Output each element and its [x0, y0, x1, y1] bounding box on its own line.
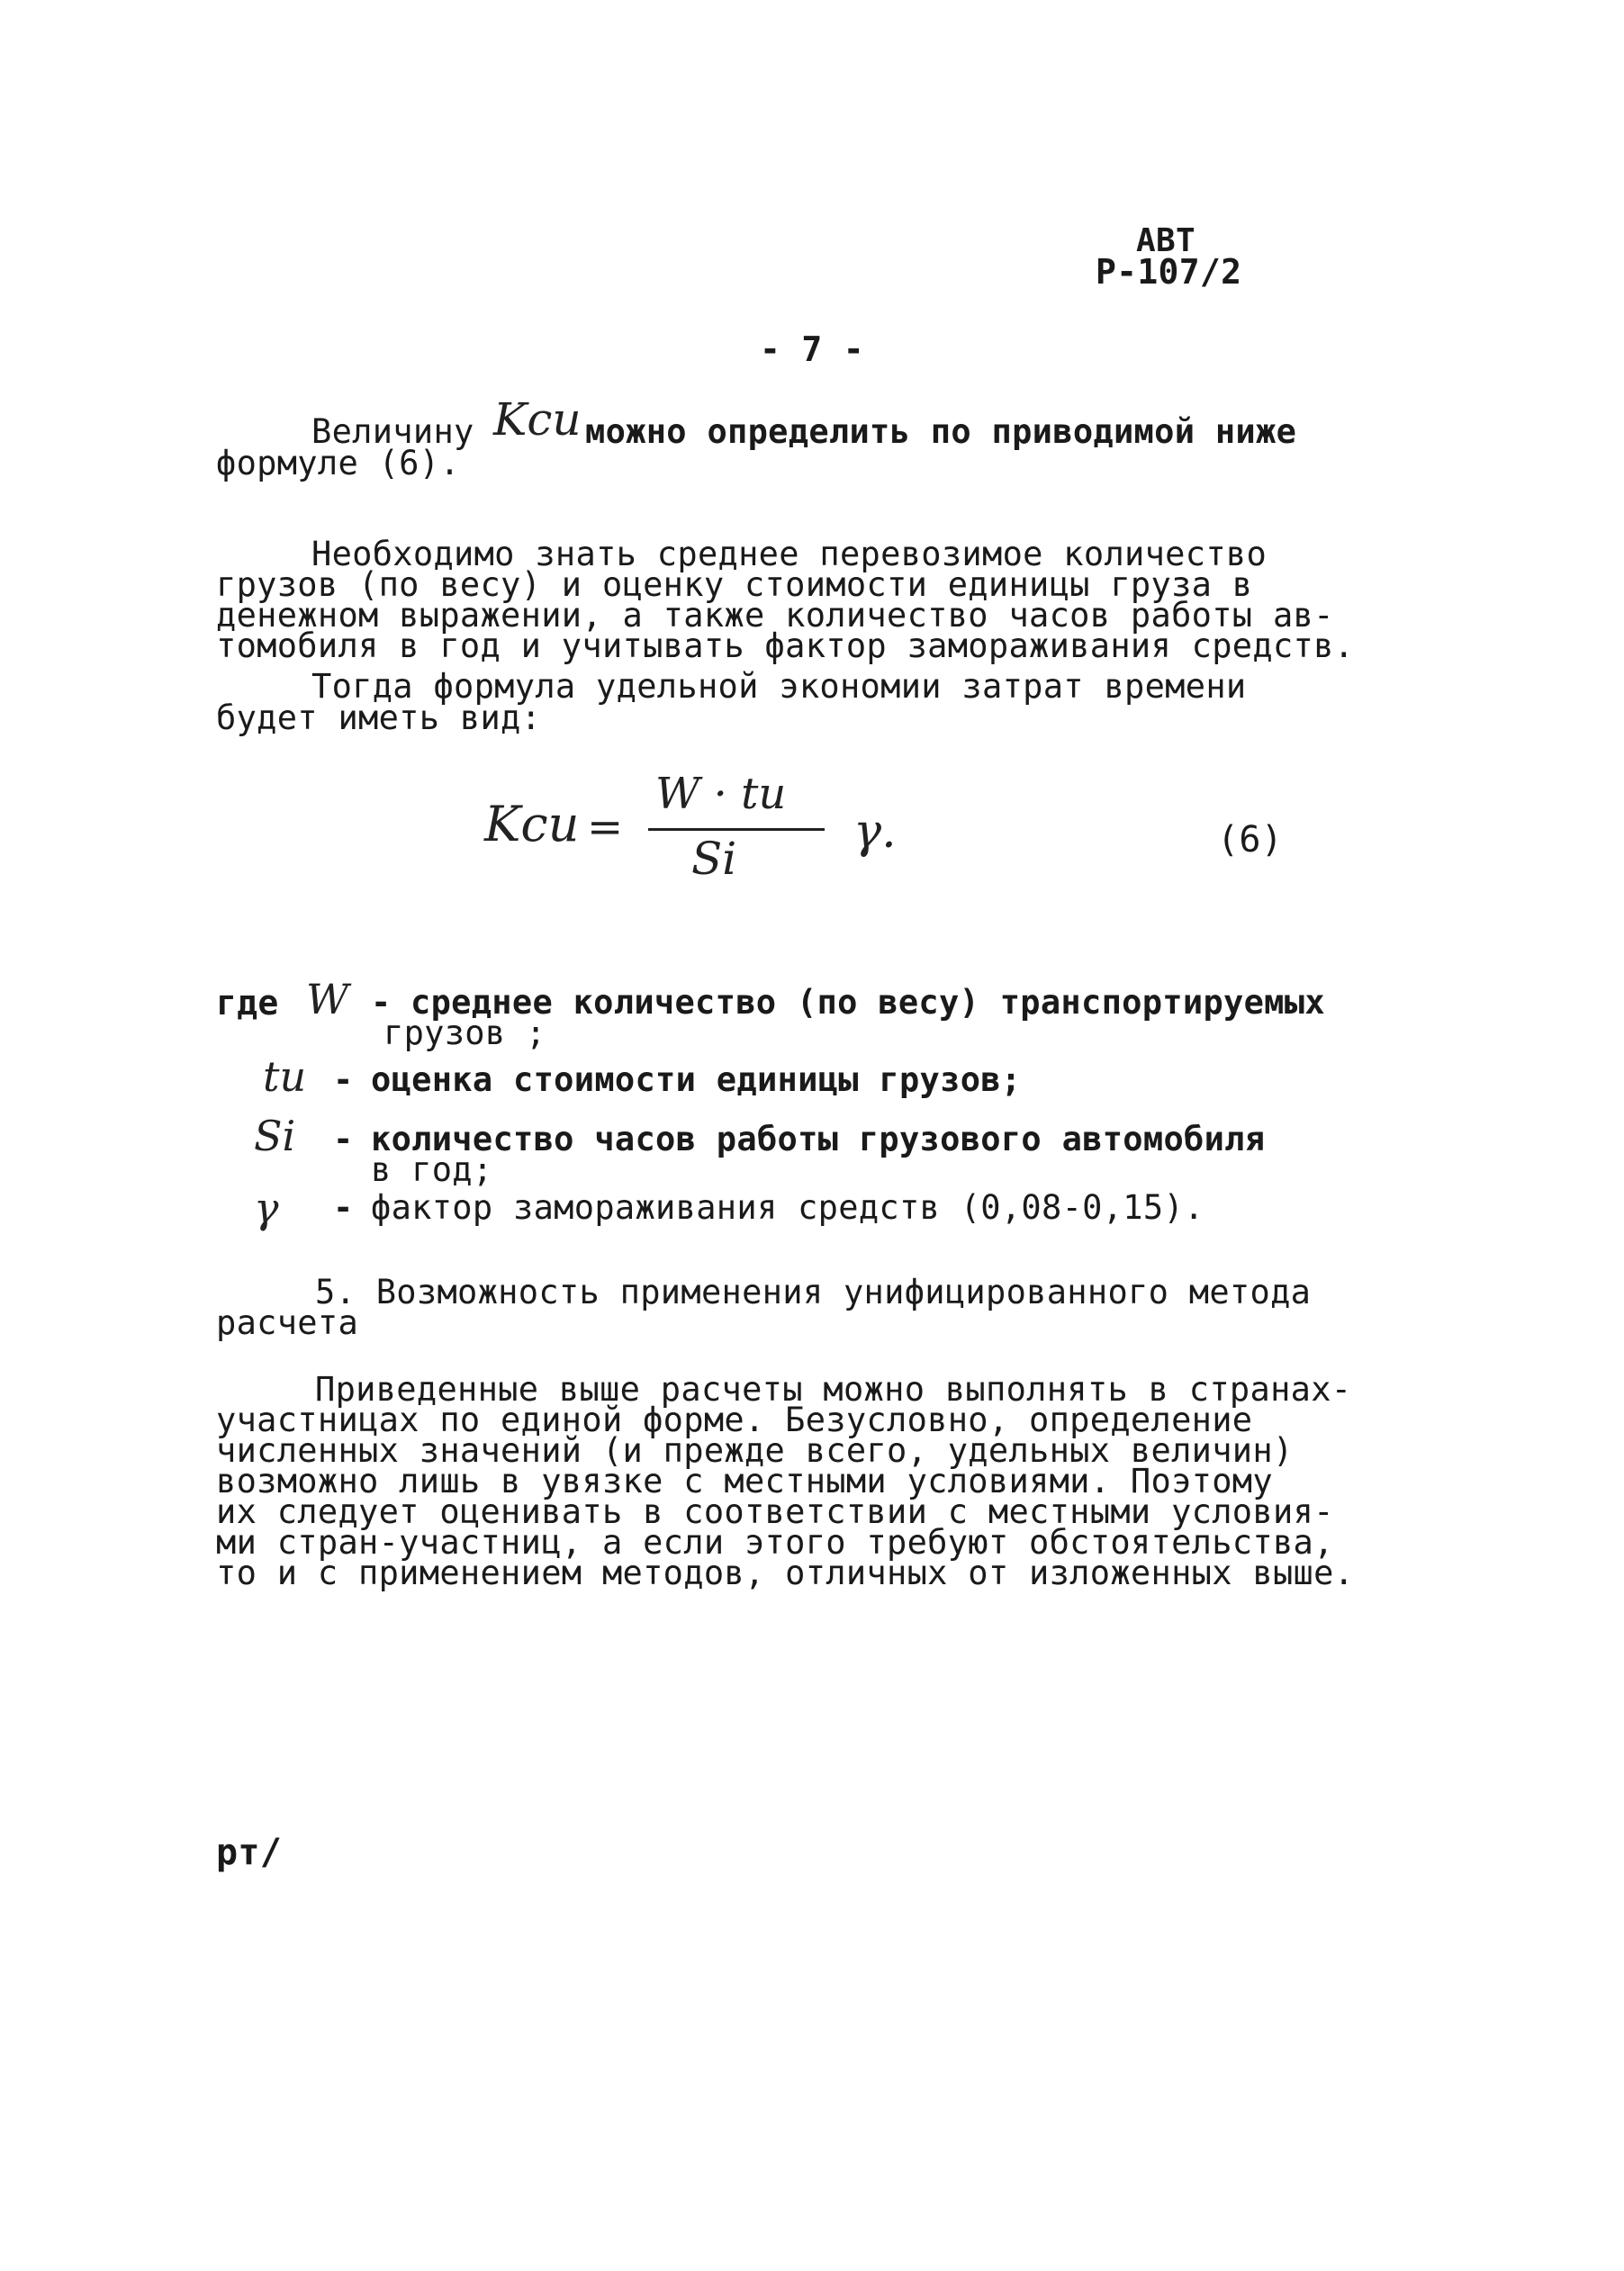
- doc-code-line2: Р-107/2: [1096, 252, 1242, 292]
- para1-line: томобиля в год и учитывать фактор замораживания средств.: [216, 626, 1355, 665]
- intro-line2: формуле (6).: [216, 444, 460, 482]
- symbol-w-icon: W: [306, 975, 349, 1023]
- section-para-line: их следует оценивать в соответствии с местными условия-: [216, 1492, 1334, 1531]
- para1-line: Необходимо знать среднее перевозимое количество: [311, 535, 1268, 573]
- section-para-line: участницах по единой форме. Безусловно, определение: [216, 1401, 1253, 1439]
- section-heading: расчета: [216, 1303, 359, 1342]
- legend-item-text: количество часов работы грузового автомобиля: [371, 1120, 1266, 1158]
- formula-lhs: Kcu: [484, 796, 580, 852]
- para1-line: денежном выражении, а также количество часов работы ав-: [216, 596, 1334, 635]
- formula-denominator: Si: [691, 833, 737, 885]
- legend-item-text: грузов ;: [383, 1014, 546, 1052]
- section-para-line: Приведенные выше расчеты можно выполнять в странах-: [315, 1370, 1352, 1409]
- section-para-line: то и с применением методов, отличных от изложенных выше.: [216, 1554, 1355, 1592]
- legend-item-text: оценка стоимости единицы грузов;: [371, 1060, 1022, 1099]
- formula-numerator: W · tu: [655, 769, 787, 819]
- para2-line: Тогда формула удельной экономии затрат времени: [311, 667, 1247, 706]
- legend-item-text: фактор замораживания средств (0,08-0,15).: [371, 1188, 1204, 1227]
- symbol-gamma-icon: γ: [254, 1184, 279, 1232]
- doc-code-line1: АВТ: [1136, 222, 1195, 259]
- legend-dash: -: [371, 983, 392, 1022]
- typist-initials: рт/: [216, 1832, 283, 1873]
- section-heading: 5. Возможность применения унифицированного метода: [315, 1273, 1312, 1311]
- formula-factor: γ.: [853, 805, 897, 859]
- formula-number: (6): [1217, 819, 1284, 861]
- intro-pre: Величину: [311, 412, 474, 451]
- para2-line: будет иметь вид:: [216, 698, 542, 737]
- legend-dash: -: [333, 1120, 354, 1158]
- fraction-bar: [648, 828, 825, 831]
- formula-equals: =: [587, 802, 624, 852]
- legend-item-text: среднее количество (по весу) транспортируемых: [411, 983, 1325, 1022]
- para1-line: грузов (по весу) и оценку стоимости единицы груза в: [216, 565, 1253, 604]
- legend-dash: -: [333, 1060, 354, 1099]
- legend-dash: -: [333, 1188, 354, 1227]
- intro-post: можно определить по приводимой ниже: [585, 412, 1297, 451]
- section-para-line: возможно лишь в увязке с местными условиями. Поэтому: [216, 1462, 1273, 1500]
- section-para-line: ми стран-участниц, а если этого требуют обстоятельства,: [216, 1523, 1334, 1562]
- page-number: - 7 -: [760, 329, 864, 369]
- legend-where: где: [216, 983, 279, 1023]
- kcu-symbol-intro: Kcu: [493, 393, 582, 446]
- legend-item-text: в год;: [371, 1150, 493, 1189]
- symbol-si-icon: Si: [254, 1112, 296, 1160]
- symbol-tu-icon: tu: [263, 1052, 307, 1101]
- section-para-line: численных значений (и прежде всего, удельных величин): [216, 1431, 1294, 1470]
